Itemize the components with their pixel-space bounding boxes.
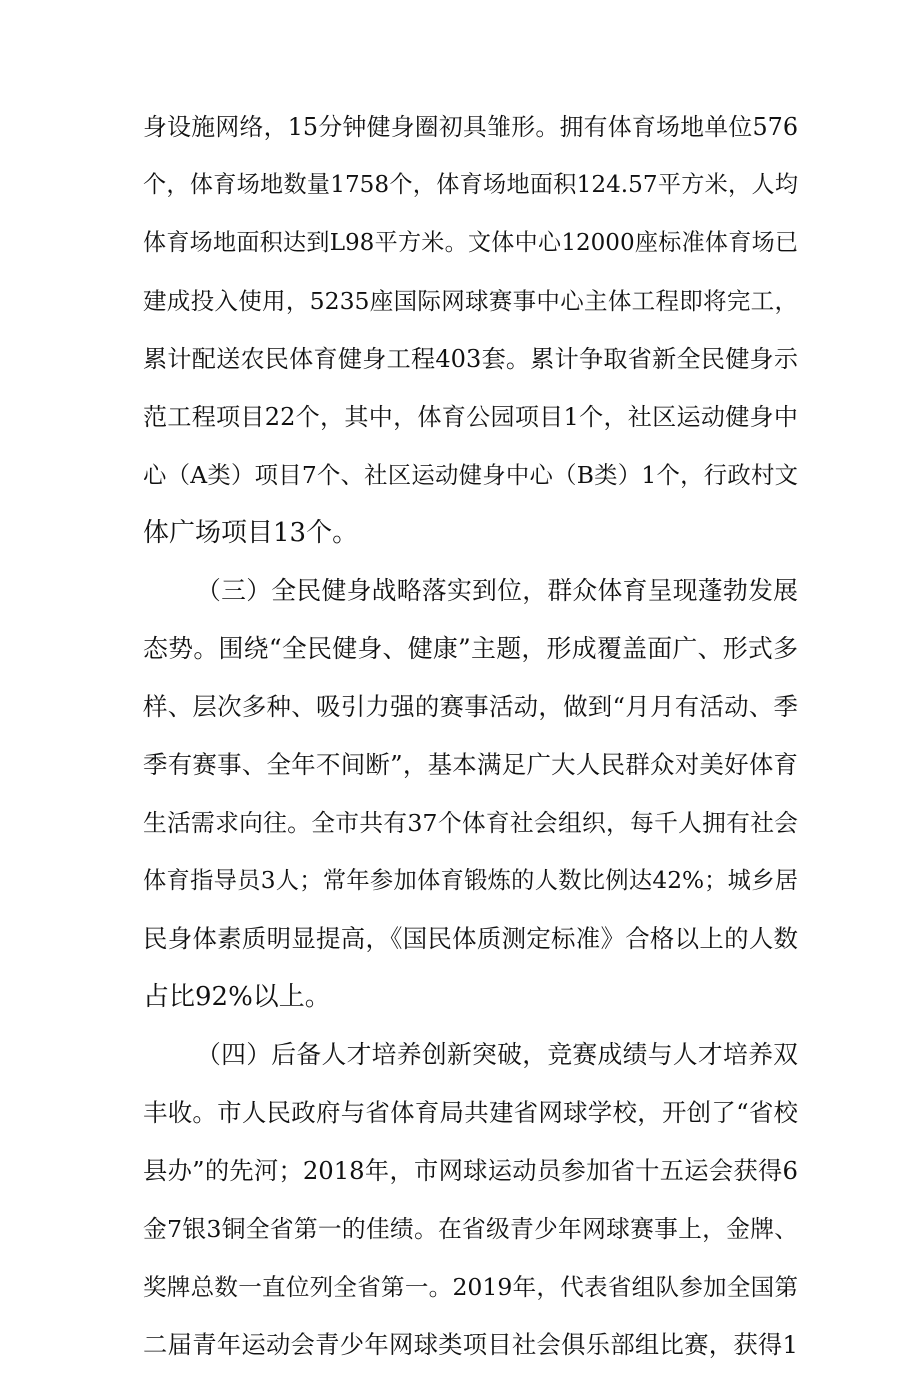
text-line: 身设施网络，15分钟健身圈初具雏形。拥有体育场地单位576 [143,113,798,141]
text-line: 县办”的先河；2018年，市网球运动员参加省十五运会获得6 [143,1156,798,1185]
text-line: 建成投入使用，5235座国际网球赛事中心主体工程即将完工， [143,287,798,315]
text-line: 民身体素质明显提高，《国民体质测定标准》合格以上的人数 [143,924,798,953]
text-line: 占比92%以上。 [143,982,331,1012]
text-line: 体育场地面积达到L98平方米。文体中心12000座标准体育场已 [143,230,798,256]
text-line: 丰收。市人民政府与省体育局共建省网球学校，开创了“省校 [143,1098,798,1127]
text-line: 心（A类）项目7个、社区运动健身中心（B类）1个，行政村文 [143,461,798,489]
text-line: 体育指导员3人；常年参加体育锻炼的人数比例达42%；城乡居 [143,867,798,894]
text-line: 样、层次多种、吸引力强的赛事活动，做到“月月有活动、季 [143,692,798,721]
text-line: 体广场项目13个。 [143,518,359,548]
text-line: 生活需求向往。全市共有37个体育社会组织，每千人拥有社会 [143,809,798,837]
text-line: 累计配送农民体育健身工程403套。累计争取省新全民健身示 [143,345,798,373]
text-line: 金7银3铜全省第一的佳绩。在省级青少年网球赛事上，金牌、 [143,1215,798,1243]
text-line: 二届青年运动会青少年网球类项目社会俱乐部组比赛，获得1 [143,1330,798,1359]
text-line: 态势。围绕“全民健身、健康”主题，形成覆盖面广、形式多 [143,634,798,663]
text-line: 范工程项目22个，其中，体育公园项目1个，社区运动健身中 [143,403,798,431]
text-line: 季有赛事、全年不间断”，基本满足广大人民群众对美好体育 [143,750,798,779]
document-body [143,98,798,1374]
text-line: 奖牌总数一直位列全省第一。2019年，代表省组队参加全国第 [143,1273,798,1301]
paragraph-heading-line: （四）后备人才培养创新突破，竞赛成绩与人才培养双 [196,1040,798,1069]
paragraph-heading-line: （三）全民健身战略落实到位，群众体育呈现蓬勃发展 [196,576,798,605]
text-line: 个，体育场地数量1758个，体育场地面积124.57平方米，人均 [143,172,798,198]
